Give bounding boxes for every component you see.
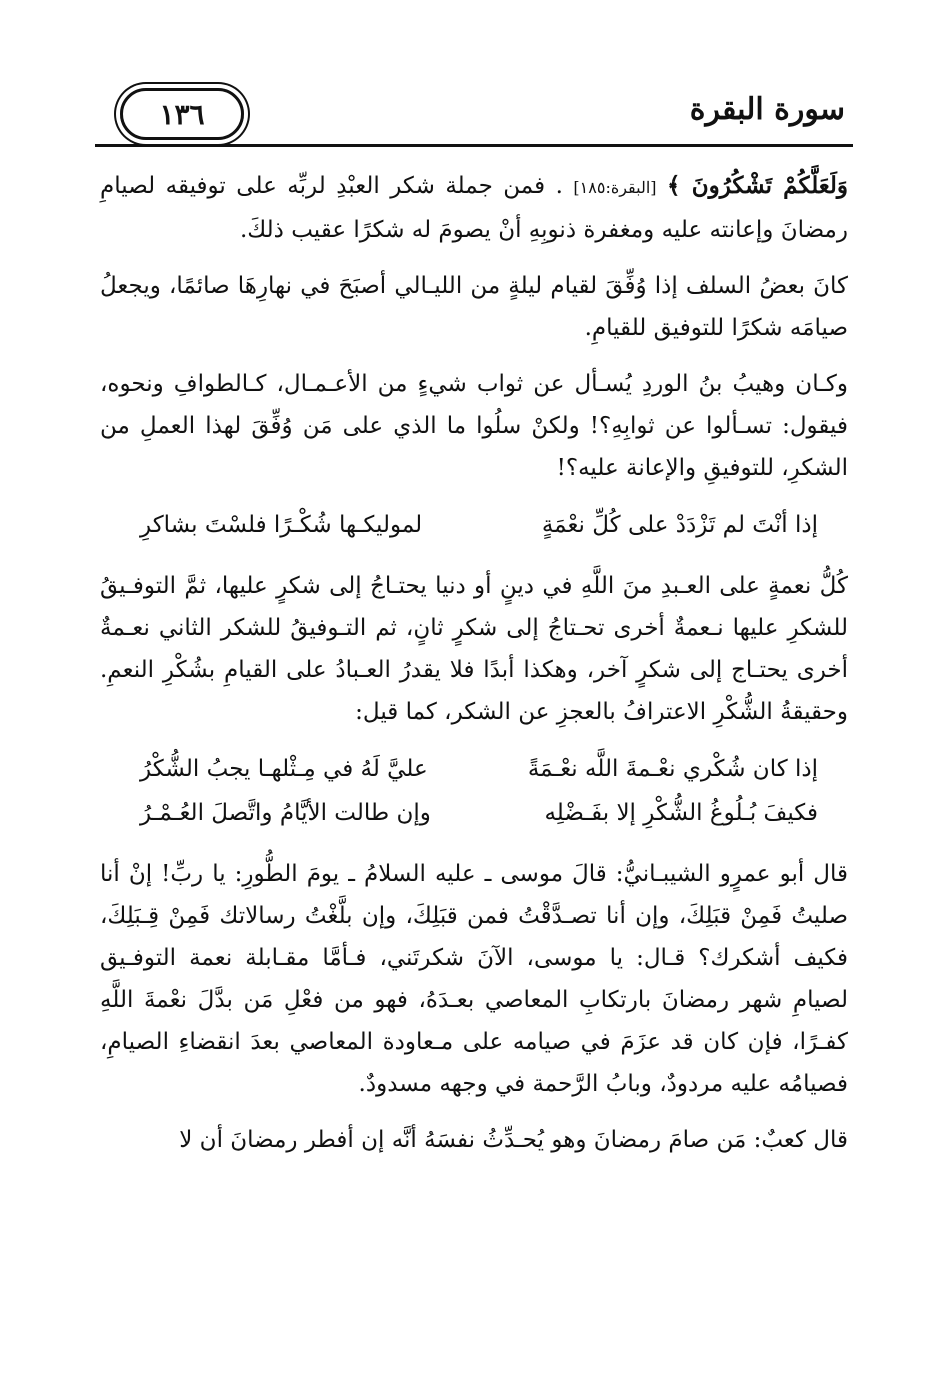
paragraph-shaybani: قال أبو عمرٍو الشيبـانيُّ: قالَ موسى ـ عليه السلامُ ـ يومَ الطُّورِ: يا ربِّ! إنْ أنا صليتُ فَمِنْ قبَلِكَ، وإن أنا تصـدَّقْتُ فمن قبَلِكَ، وإن بلَّغْتُ رسالاتك فَمِنْ قِـبَلِكَ، فكيف أشكرك؟ قـال: يا موسى، الآنَ شكرتَني، فـأمَّا مقـابلة نعمة التوفـيق لصيامِ شهر رمضانَ بارتكابِ المعاصي بعـدَهُ، فهو من فعْلِ مَن بدَّلَ نعْمةَ اللَّهِ كفـرًا، فإن كان قد عزَمَ في صيامه على مـعاودة المعاصي بعدَ انقضاءِ الصيامِ، فصيامُه عليه مردودٌ، وبابُ الرَّحمة في وجهه مسدودٌ. xyxy=(100,861,848,1097)
paragraph-gratitude: كُلُّ نعمةٍ على العـبدِ منَ اللَّهِ في دينٍ أو دنيا يحتـاجُ إلى شكرٍ عليها، ثمَّ التوفـيقُ للشكرِ عليها نـعمةٌ أخرى تحـتاجُ إلى شكرٍ ثانٍ، ثم التـوفيقُ للشكر الثاني نعـمةٌ أخرى يحتـاج إلى شكرٍ آخر، وهكذا أبدًا فلا يقدرُ العـبادُ على القيامِ بشُكْرِ النعمِ. وحقيقةُ الشُّكْرِ الاعترافُ بالعجزِ عن الشكر، كما قيل: xyxy=(100,573,848,725)
paragraph-text: . فمن جملة شكر العبْدِ لربِّه على توفيقه لصيامِ رمضانَ وإعانته عليه ومغفرة ذنوبِهِ أنْ يصومَ له شكرًا عقيب ذلكَ. xyxy=(100,173,848,243)
paragraph-verse xyxy=(100,165,848,251)
page-header xyxy=(95,70,853,150)
surah-title: سورة البقرة xyxy=(689,92,845,127)
poem-line xyxy=(100,503,848,547)
page-number-badge xyxy=(120,88,244,140)
poem-hemistich-second: وإن طالت الأيَّامُ واتَّصلَ العُـمْـرُ xyxy=(140,800,431,826)
paragraph-kaab: قال كعبٌ: مَن صامَ رمضانَ وهو يُحـدِّثُ نفسَهُ أنَّه إن أفطر رمضانَ أن لا xyxy=(179,1127,848,1153)
poem-hemistich-second: عليَّ لَهُ في مِـثْلهـا يجبُ الشُّكْرُ xyxy=(140,756,428,782)
page-body xyxy=(100,165,848,1175)
poem-line xyxy=(100,747,848,791)
poem-verse-2 xyxy=(100,747,848,835)
poem-hemistich-first: فكيفَ بُـلُوغُ الشُّكْرِ إلا بفَـضْلِه xyxy=(544,800,818,826)
poem-verse-1 xyxy=(100,503,848,547)
verse-reference: [البقرة:١٨٥] xyxy=(573,178,657,197)
header-divider xyxy=(95,144,853,147)
paragraph-salaf: كانَ بعضُ السلف إذا وُفِّقَ لقيام ليلةٍ من الليـالي أصبَحَ في نهارِهَا صائمًا، ويجعلُ صيامَه شكرًا للتوفيق للقيامِ. xyxy=(100,273,848,341)
poem-line xyxy=(100,791,848,835)
poem-hemistich-second: لموليكـها شُكْـرًا فلسْتَ بشاكرِ xyxy=(140,512,423,538)
poem-hemistich-first: إذا أنْتَ لم تَزْدَدْ على كُلِّ نعْمَةٍ xyxy=(541,512,818,538)
quran-verse: وَلَعَلَّكُمْ تَشْكُرُونَ ﴾ xyxy=(667,172,849,199)
page-number: ١٣٦ xyxy=(159,97,205,131)
paragraph-wuhayb: وكـان وهيبُ بنُ الوردِ يُسـأل عن ثواب شيءٍ من الأعـمـال، كـالطوافِ ونحوه، فيقول: تسـألوا عن ثوابِهِ؟! ولكنْ سلُوا ما الذي على مَن وُفِّقَ لهذا العملِ من الشكرِ، للتوفيقِ والإعانة عليه؟! xyxy=(100,371,848,481)
poem-hemistich-first: إذا كان شُكْري نعْـمةَ اللَّه نعْـمَةً xyxy=(527,756,818,782)
